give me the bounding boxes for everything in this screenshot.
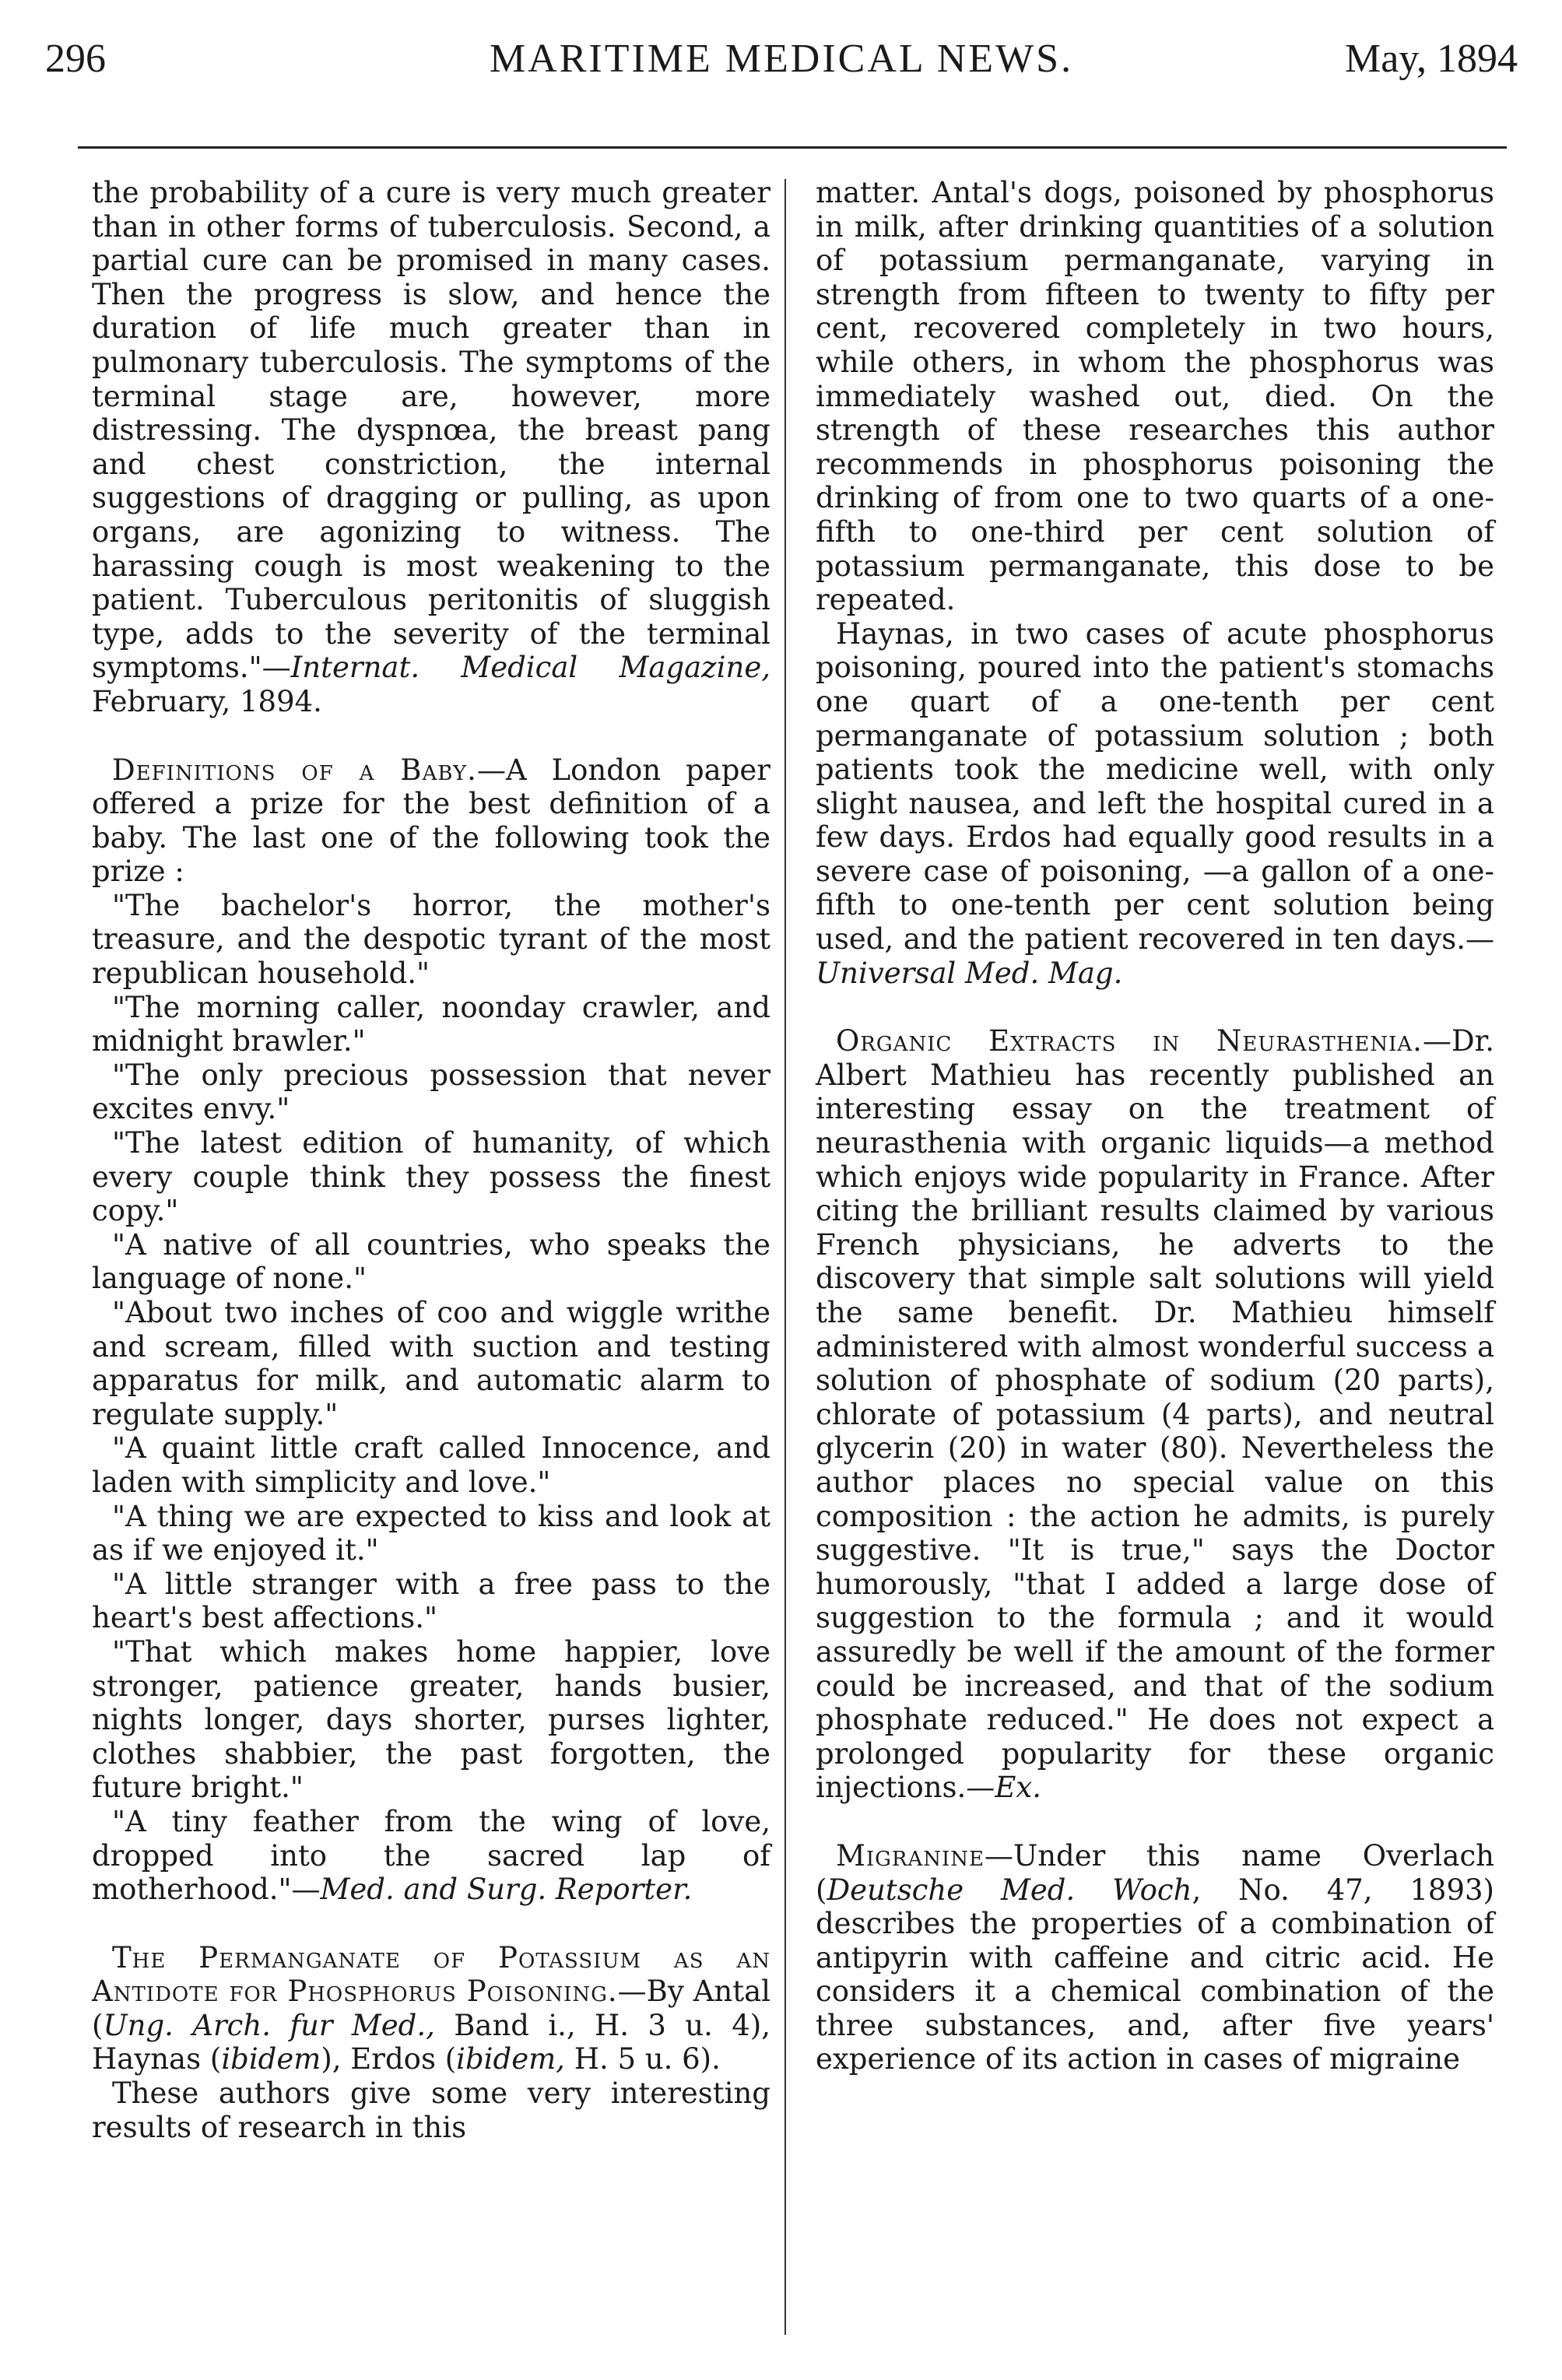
citation: Universal Med. Mag. [816,956,1123,990]
organic-extracts-section: Organic Extracts in Neurasthenia.—Dr. Albert Mathieu has recently published an interesting essay on the treatment of neurasthenia with organic liquids—a method which enjoys wide popularity in France. After citing the brilliant results claimed by various French physicians, he adverts to the discovery that simple salt solutions will yield the same benefit. Dr. Mathieu himself administered with almost wonderful success a solution of phosphate of sodium (20 parts), chlorate of potassium (4 parts), and neutral glycerin (20) in water (80). Nevertheless the author places no special value on this composition : the action he admits, is purely suggestive. "It is true," says the Doctor humorously, "that I added a large dose of suggestion to the formula ; and it would assuredly be well if the amount of the former could be increased, and that of the sodium phosphate reduced." He does not expect a prolonged popularity for these organic injections.—Ex. [816,1024,1494,1805]
permanganate-paragraph: These authors give some very interesting results of research in this [92,2076,770,2144]
definition-item: "That which makes home happier, love stronger, patience greater, hands busier, nights longer, days shorter, purses lighter, clothes shabbier, the past forgotten, the future bright." [92,1634,770,1805]
definition-item: "About two inches of coo and wiggle writhe and scream, filled with suction and testing apparatus for milk, and automatic alarm to regulate supply." [92,1296,770,1431]
tuberculosis-paragraph: the probability of a cure is very much greater than in other forms of tuberculosis. Second, a partial cure can be promised in many cases. Then the progress is slow, and hence the duration of life much greater than in pulmonary tuberculosis. The symptoms of the terminal stage are, however, more distressing. The dyspnœa, the breast pang and chest constriction, the internal suggestions of dragging or pulling, as upon organs, are agonizing to witness. The harassing cough is most weakening to the patient. Tuberculous peritonitis of sluggish type, adds to the severity of the terminal symptoms."—Internat. Medical Magazine, February, 1894. [92,176,770,718]
definition-item: "The bachelor's horror, the mother's treasure, and the despotic tyrant of the most republican household." [92,888,770,991]
permanganate-section: The Permanganate of Potassium as an Antidote for Phosphorus Poisoning.—By Antal (Ung. Arch. fur Med., Band i., H. 3 u. 4), Haynas (ibidem), Erdos (ibidem, H. 5 u. 6). [92,1940,771,2076]
citation: Internat. Medical Magazine, [290,651,770,685]
definition-item: "The only precious possession that never excites envy." [92,1058,770,1126]
definition-item: "A tiny feather from the wing of love, dropped into the sacred lap of motherhood."—Med. and Surg. Reporter. [92,1804,770,1907]
running-header [45,31,1518,87]
citation: Med. and Surg. Reporter. [320,1873,693,1907]
citation: Deutsche Med. Woch [827,1873,1192,1907]
definition-item: "A thing we are expected to kiss and look at as if we enjoyed it." [92,1499,770,1567]
section-heading: Organic Extracts in Neurasthenia. [836,1024,1423,1058]
definition-item: "A little stranger with a free pass to the heart's best affections." [92,1567,770,1635]
page-number: 296 [45,37,106,81]
journal-title: MARITIME MEDICAL NEWS. [489,37,1074,81]
definition-item: "A quaint little craft called Innocence, and laden with simplicity and love." [92,1431,770,1499]
section-heading: The Permanganate of Potassium as an Antidote for Phosphorus Poisoning. [92,1940,770,2009]
citation: Ex. [995,1771,1041,1805]
haynas-paragraph: Haynas, in two cases of acute phosphorus poisoning, poured into the patient's stomachs one quart of a one-tenth per cent permanganate of potassium solution ; both patients took the medicine well, with only slight nausea, and left the hospital cured in a few days. Erdos had equally good results in a severe case of poisoning, —a gallon of a one-fifth to one-tenth per cent solution being used, and the patient recovered in ten days.—Universal Med. Mag. [816,616,1494,990]
header-rule [78,146,1507,149]
left-column [92,176,770,2144]
right-column [816,176,1494,2076]
baby-section: Definitions of a Baby.—A London paper offered a prize for the best definition of a baby. The last one of the following took the prize : [92,753,770,889]
issue-date: May, 1894 [1345,37,1518,81]
definition-item: "The morning caller, noonday crawler, and midnight brawler." [92,990,770,1058]
migranine-section: Migranine—Under this name Overlach (Deutsche Med. Woch, No. 47, 1893) describes the properties of a combination of antipyrin with caffeine and citric acid. He considers it a chemical combination of the three substances, and, after five years' experience of its action in cases of migraine [816,1838,1494,2076]
antal-paragraph: matter. Antal's dogs, poisoned by phosphorus in milk, after drinking quantities of a solution of potassium permanganate, varying in strength from fifteen to twenty to fifty per cent, recovered completely in two hours, while others, in whom the phosphorus was immediately washed out, died. On the strength of these researches this author recommends in phosphorus poisoning the drinking of from one to two quarts of a one-fifth to one-third per cent solution of potassium permanganate, this dose to be repeated. [816,176,1494,617]
section-heading: Migranine [836,1838,985,1873]
definition-item: "A native of all countries, who speaks the language of none." [92,1227,770,1296]
definition-item: "The latest edition of humanity, of which every couple think they possess the finest copy." [92,1126,770,1228]
column-divider [785,179,786,2335]
section-heading: Definitions of a Baby. [112,753,477,787]
